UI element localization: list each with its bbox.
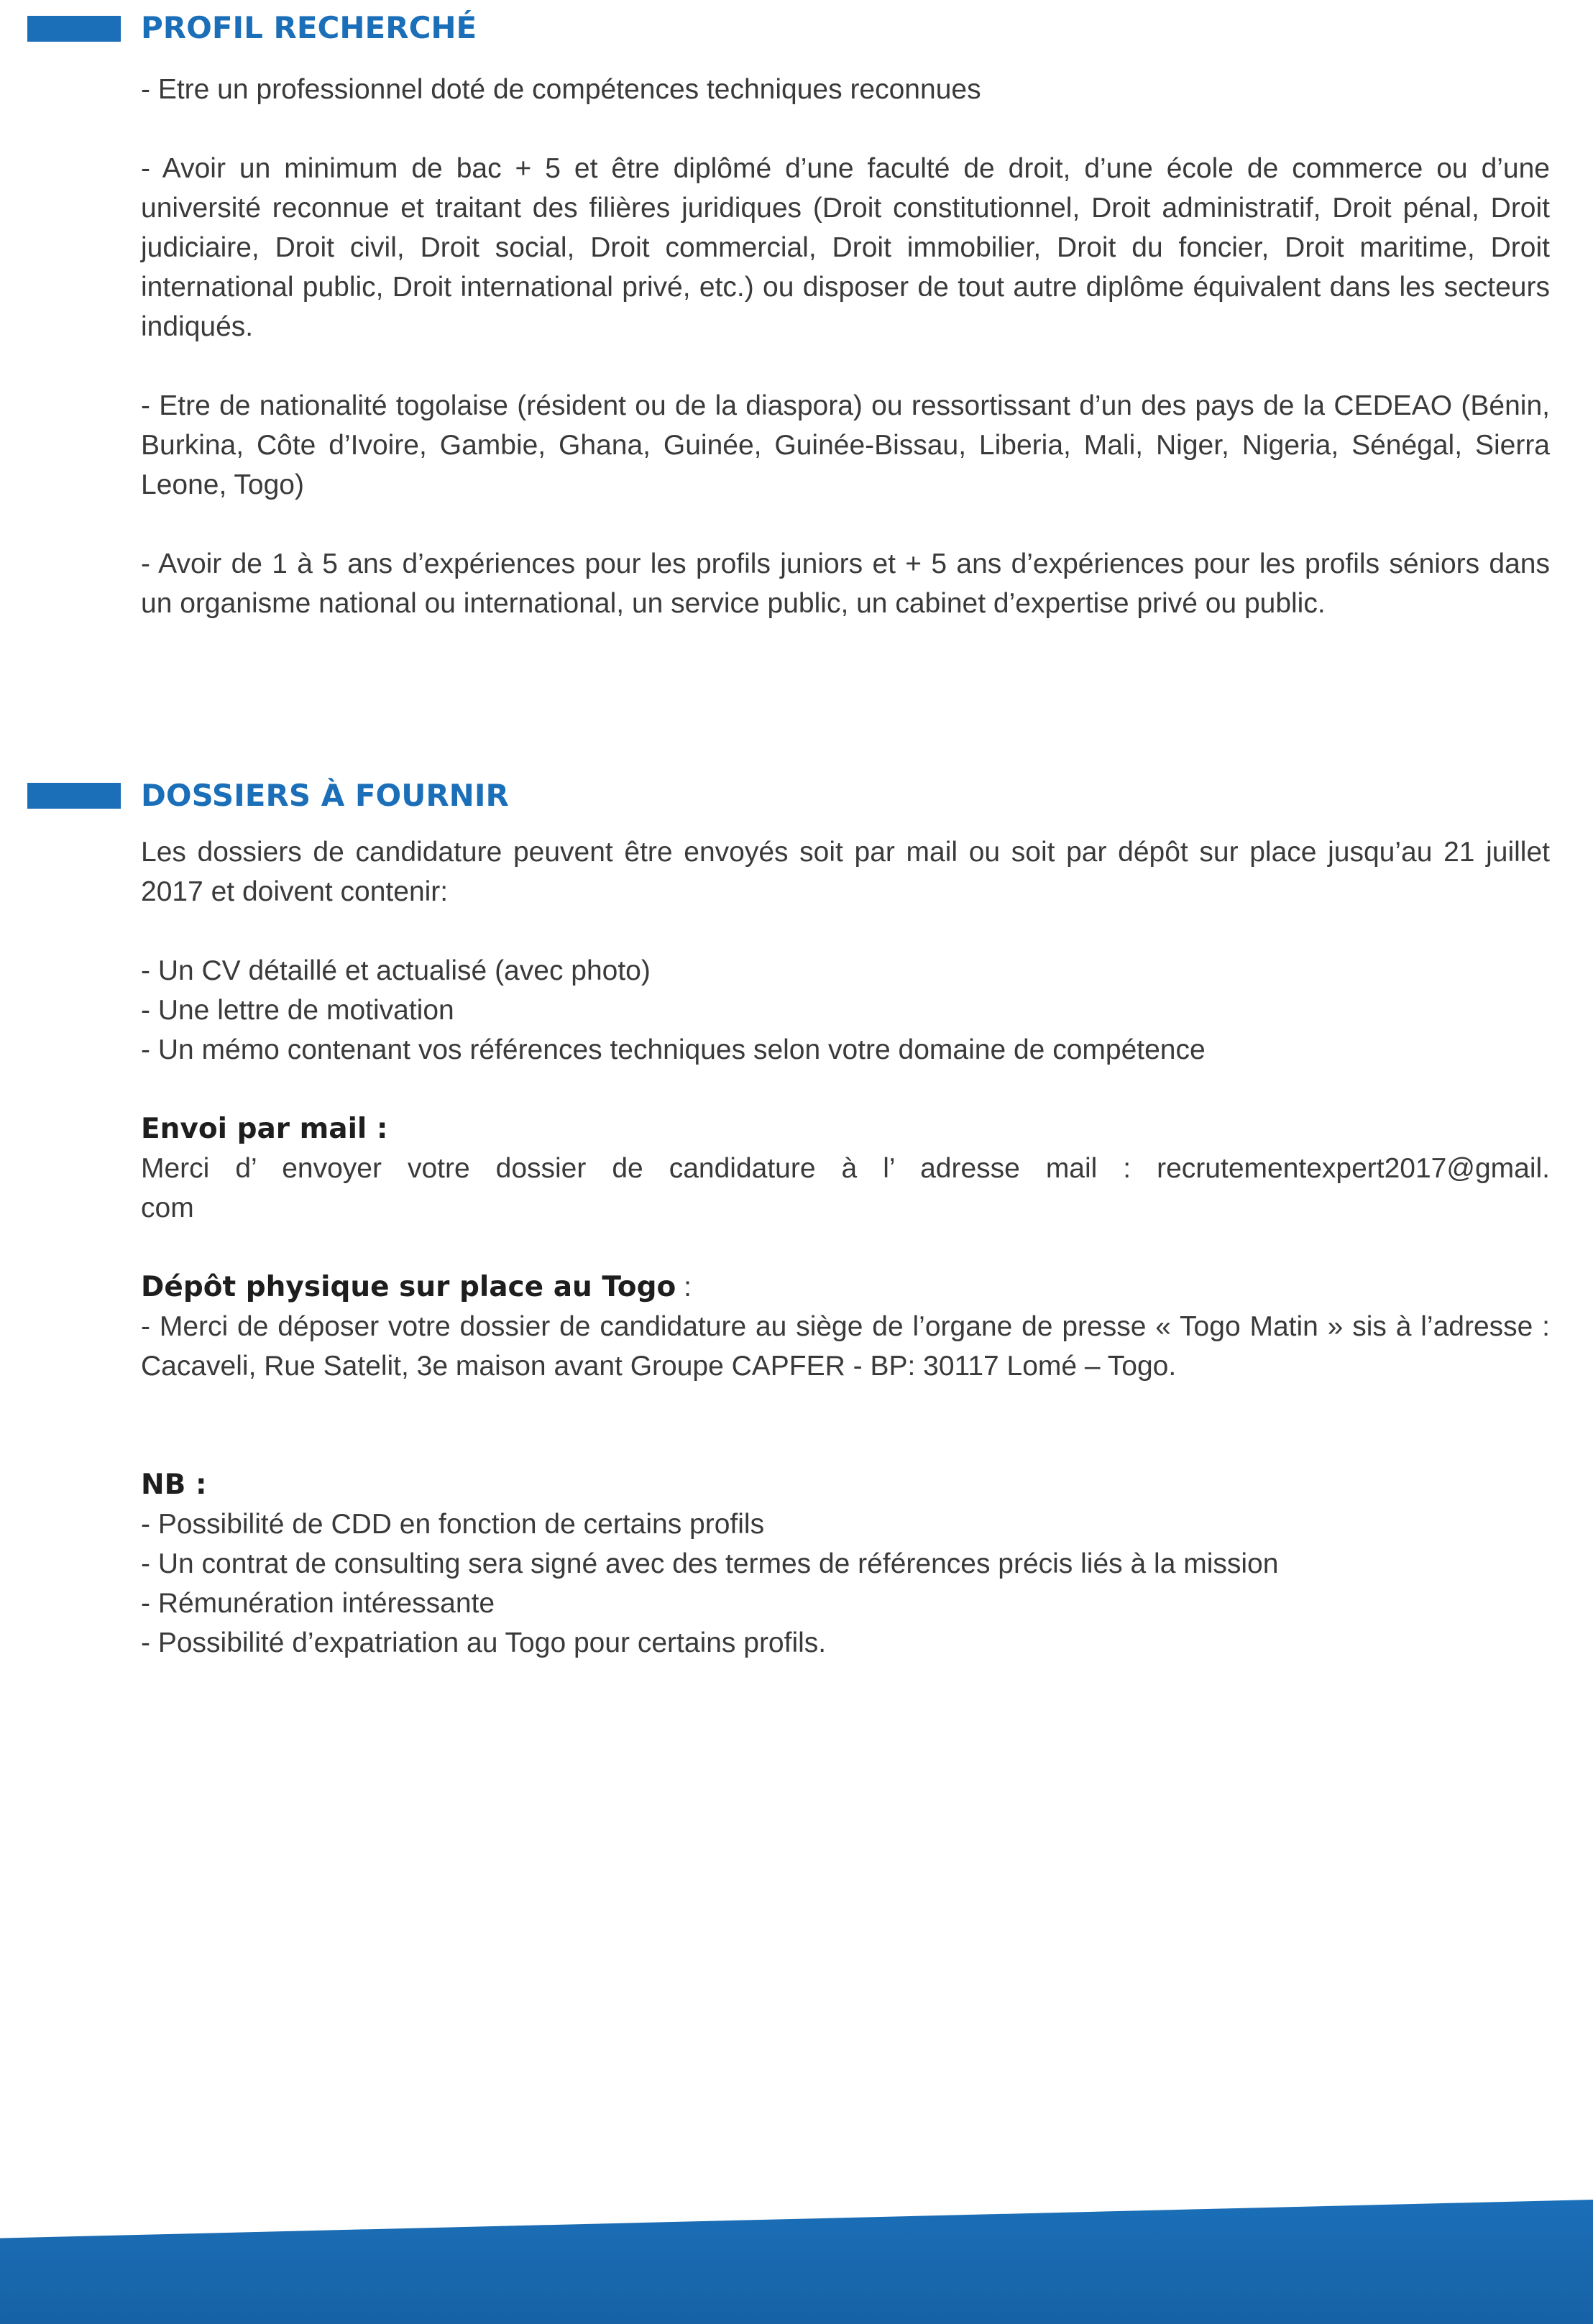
- profil-item-experience: - Avoir de 1 à 5 ans d’expériences pour les profils juniors et + 5 ans d’expériences pour les profils séniors dans un organisme national ou international, un service public, un cabinet d’expertise privé ou public.: [141, 548, 1550, 619]
- nb-item: - Rémunération intéressante: [141, 1588, 495, 1619]
- profil-item-diplome: - Avoir un minimum de bac + 5 et être diplômé d’une faculté de droit, d’une école de commerce ou d’une université reconnue et traitant des filières juridiques (Droit constitutionnel, Droit administratif, Droit pénal, Droit judiciaire, Droit civil, Droit social, Droit commercial, Droit immobilier, Droit du foncier, Droit maritime, Droit international public, Droit international privé, etc.) ou disposer de tout autre diplôme équivalent dans les secteurs indiqués.: [141, 153, 1550, 342]
- nb-item: - Possibilité d’expatriation au Togo pour certains profils.: [141, 1627, 827, 1658]
- profil-body: [141, 70, 1550, 623]
- dossiers-intro: Les dossiers de candidature peuvent être envoyés soit par mail ou soit par dépôt sur place jusqu’au 21 juillet 2017 et doivent contenir:: [141, 837, 1550, 907]
- depot-heading-line: [141, 1267, 1550, 1307]
- footer-band: [0, 2200, 1593, 2324]
- section-marker-bar: [27, 16, 121, 42]
- dossier-item-memo: - Un mémo contenant vos références techniques selon votre domaine de compétence: [141, 1034, 1206, 1065]
- section-marker-bar: [27, 783, 121, 809]
- dossier-item-cv: - Un CV détaillé et actualisé (avec photo): [141, 955, 651, 986]
- profil-item-competences: - Etre un professionnel doté de compétences techniques reconnues: [141, 74, 981, 105]
- section-title-dossiers: DOSSIERS À FOURNIR: [141, 778, 509, 813]
- section-title-profil: PROFIL RECHERCHÉ: [141, 10, 477, 45]
- depot-instructions: - Merci de déposer votre dossier de candidature au siège de l’organe de presse « Togo Matin » sis à l’adresse : Cacaveli, Rue Satelit, 3e maison avant Groupe CAPFER - BP: 30117 Lomé – Togo.: [141, 1311, 1550, 1382]
- mail-heading: Envoi par mail :: [141, 1113, 388, 1145]
- depot-heading-colon: :: [676, 1272, 692, 1303]
- mail-instructions: Merci d’ envoyer votre dossier de candidature à l’ adresse mail : recrutementexpert2017@gmail.: [141, 1153, 1550, 1184]
- dossiers-body: [141, 832, 1550, 1663]
- depot-heading: Dépôt physique sur place au Togo: [141, 1271, 676, 1303]
- nb-item: - Un contrat de consulting sera signé avec des termes de références précis liés à la mission: [141, 1548, 1279, 1579]
- mail-instructions-continued: com: [141, 1193, 194, 1223]
- profil-item-nationalite: - Etre de nationalité togolaise (résident ou de la diaspora) ou ressortissant d’un des pays de la CEDEAO (Bénin, Burkina, Côte d’Ivoire, Gambie, Ghana, Guinée, Guinée-Bissau, Liberia, Mali, Niger, Nigeria, Sénégal, Sierra Leone, Togo): [141, 390, 1550, 500]
- dossier-item-lettre: - Une lettre de motivation: [141, 995, 454, 1026]
- nb-item: - Possibilité de CDD en fonction de certains profils: [141, 1509, 765, 1540]
- nb-heading: NB :: [141, 1469, 207, 1501]
